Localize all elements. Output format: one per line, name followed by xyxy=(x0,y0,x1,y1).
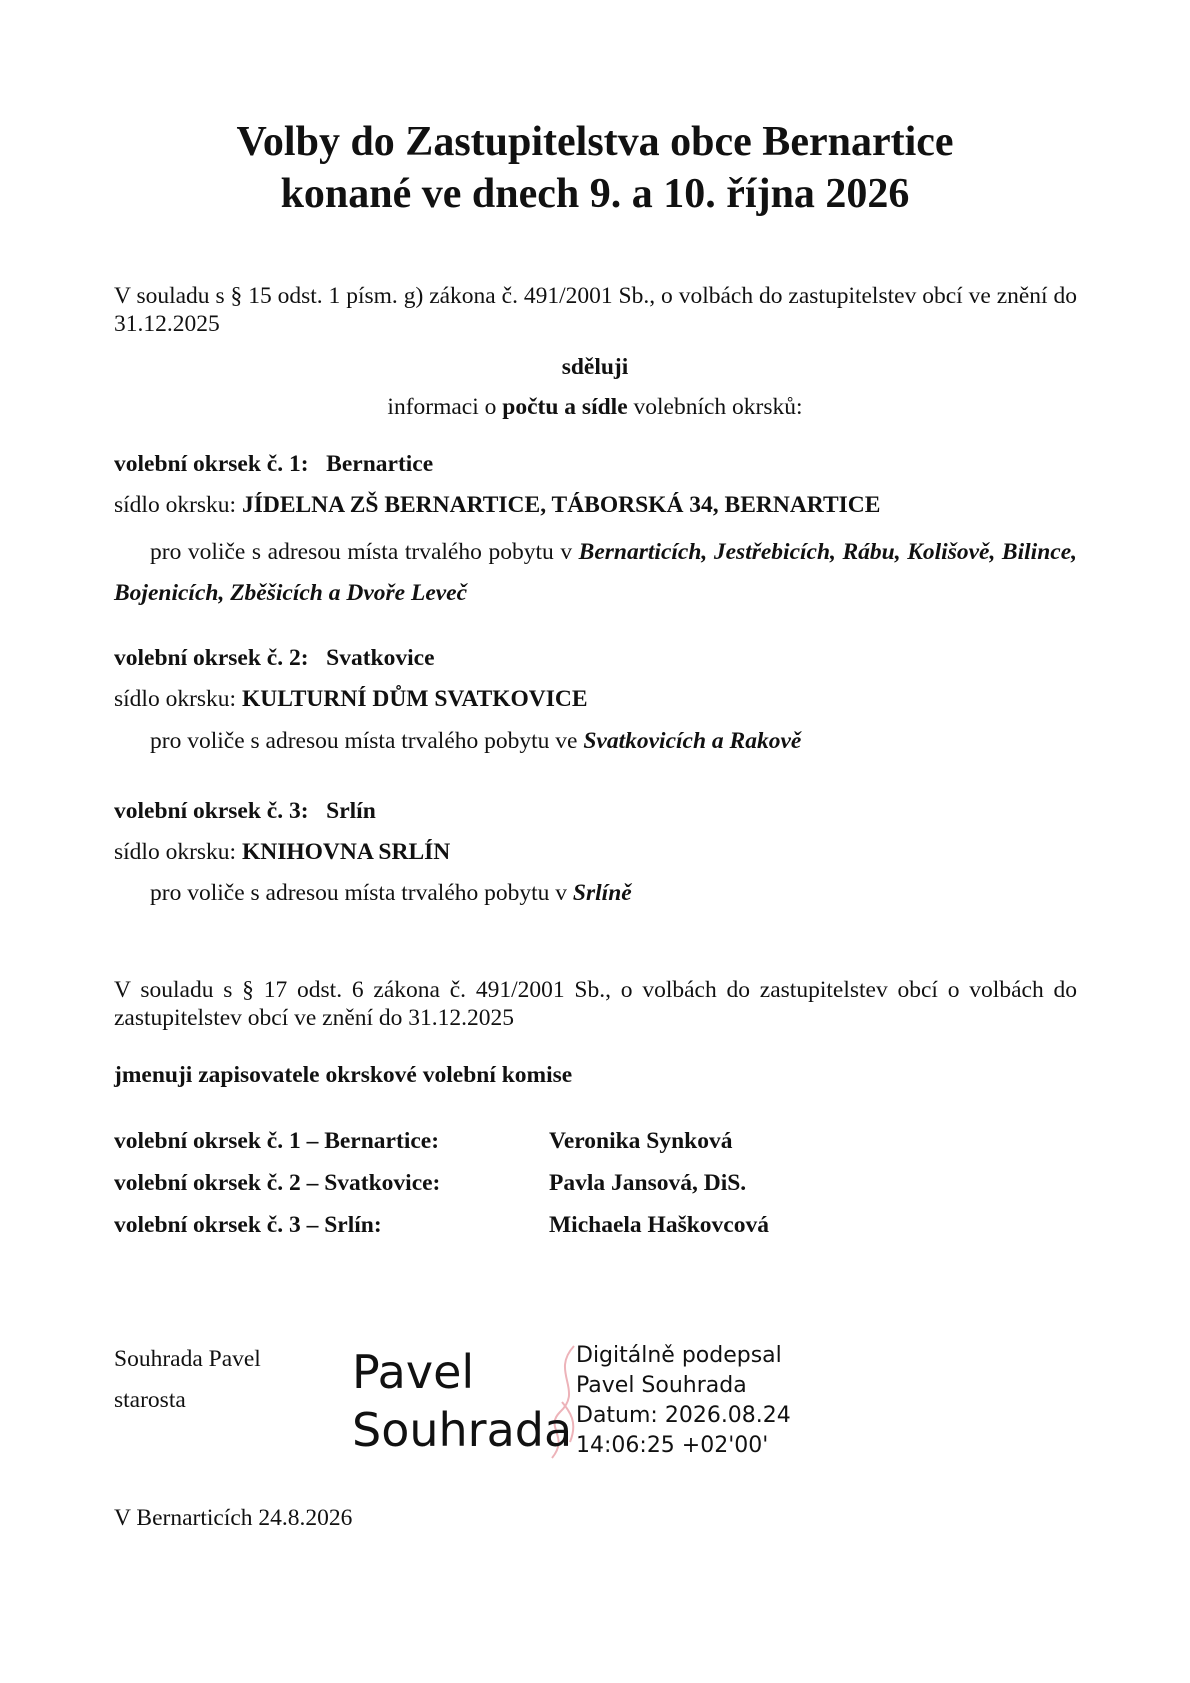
intro-info xyxy=(0,394,1190,421)
seat-value: JÍDELNA ZŠ BERNARTICE, TÁBORSKÁ 34, BERNARTICE xyxy=(241,492,881,518)
recorder-3-person: Michaela Haškovcová xyxy=(549,1212,769,1238)
signature-name-line-2: Souhrada xyxy=(352,1403,573,1457)
district-heading-label: volební okrsek č. 3: xyxy=(114,798,309,824)
recorder-1-person: Veronika Synková xyxy=(549,1128,733,1154)
signature-info-line-2: Pavel Souhrada xyxy=(576,1373,747,1398)
district-heading-label: volební okrsek č. 2: xyxy=(114,645,309,671)
intro-paragraph: V souladu s § 15 odst. 1 písm. g) zákona č. 491/2001 Sb., o volbách do zastupitelstev obcí ve znění do 31.12.2025 xyxy=(114,283,1077,337)
signature-info-line-3: Datum: 2026.08.24 xyxy=(576,1403,791,1428)
place-date: V Bernarticích 24.8.2026 xyxy=(114,1505,353,1531)
voters-places: Srlíně xyxy=(572,880,632,906)
recorder-3-district: volební okrsek č. 3 – Srlín: xyxy=(114,1212,382,1238)
district-2-seat xyxy=(114,685,1077,713)
voters-prefix: pro voliče s adresou místa trvalého pobytu ve xyxy=(150,728,584,754)
intro-info-bold: počtu a sídle xyxy=(502,394,628,420)
signer-role: starosta xyxy=(114,1387,186,1413)
seat-label: sídlo okrsku: xyxy=(114,492,242,518)
seat-value: KNIHOVNA SRLÍN xyxy=(241,839,451,865)
district-2-heading xyxy=(114,644,1077,672)
district-name: Srlín xyxy=(326,798,376,824)
signature-info-line-1: Digitálně podepsal xyxy=(576,1343,782,1368)
district-name: Svatkovice xyxy=(326,645,435,671)
voters-places: Bernarticích, Jestřebicích, Rábu, Kolišově, Bilince, Bojenicích, Zběšicích a Dvoře Leveč xyxy=(114,539,1077,606)
seat-label: sídlo okrsku: xyxy=(114,686,242,712)
district-3-heading xyxy=(114,797,1077,825)
district-2-voters xyxy=(150,727,1077,755)
signature-info-line-4: 14:06:25 +02'00' xyxy=(576,1433,769,1458)
district-1-seat xyxy=(114,491,1077,519)
voters-places: Svatkovicích a Rakově xyxy=(583,728,802,754)
title-line-2: konané ve dnech 9. a 10. října 2026 xyxy=(280,171,910,217)
district-3-voters xyxy=(150,879,1077,907)
second-paragraph: V souladu s § 17 odst. 6 zákona č. 491/2001 Sb., o volbách do zastupitelstev obcí o volbách do zastupitelstev obcí ve znění do 31.12.2025 xyxy=(114,977,1077,1031)
voters-prefix: pro voliče s adresou místa trvalého pobytu v xyxy=(150,539,579,565)
signer-name: Souhrada Pavel xyxy=(114,1346,261,1372)
district-3-seat xyxy=(114,838,1077,866)
title-line-1: Volby do Zastupitelstva obce Bernartice xyxy=(236,119,954,165)
district-name: Bernartice xyxy=(326,451,434,477)
intro-info-suffix: volebních okrsků: xyxy=(627,394,803,420)
district-heading-label: volební okrsek č. 1: xyxy=(114,451,309,477)
intro-info-prefix: informaci o xyxy=(387,394,503,420)
signature-name-line-1: Pavel xyxy=(352,1345,475,1399)
intro-verb: sděluji xyxy=(561,354,629,380)
seat-label: sídlo okrsku: xyxy=(114,839,242,865)
recorder-1-district: volební okrsek č. 1 – Bernartice: xyxy=(114,1128,440,1154)
voters-prefix: pro voliče s adresou místa trvalého pobytu v xyxy=(150,880,573,906)
district-1-heading xyxy=(114,450,1077,478)
district-1-voters xyxy=(114,532,1077,614)
second-verb: jmenuji zapisovatele okrskové volební komise xyxy=(114,1062,573,1088)
seat-value: KULTURNÍ DŮM SVATKOVICE xyxy=(241,686,588,712)
recorder-2-person: Pavla Jansová, DiS. xyxy=(549,1170,747,1196)
recorder-2-district: volební okrsek č. 2 – Svatkovice: xyxy=(114,1170,441,1196)
